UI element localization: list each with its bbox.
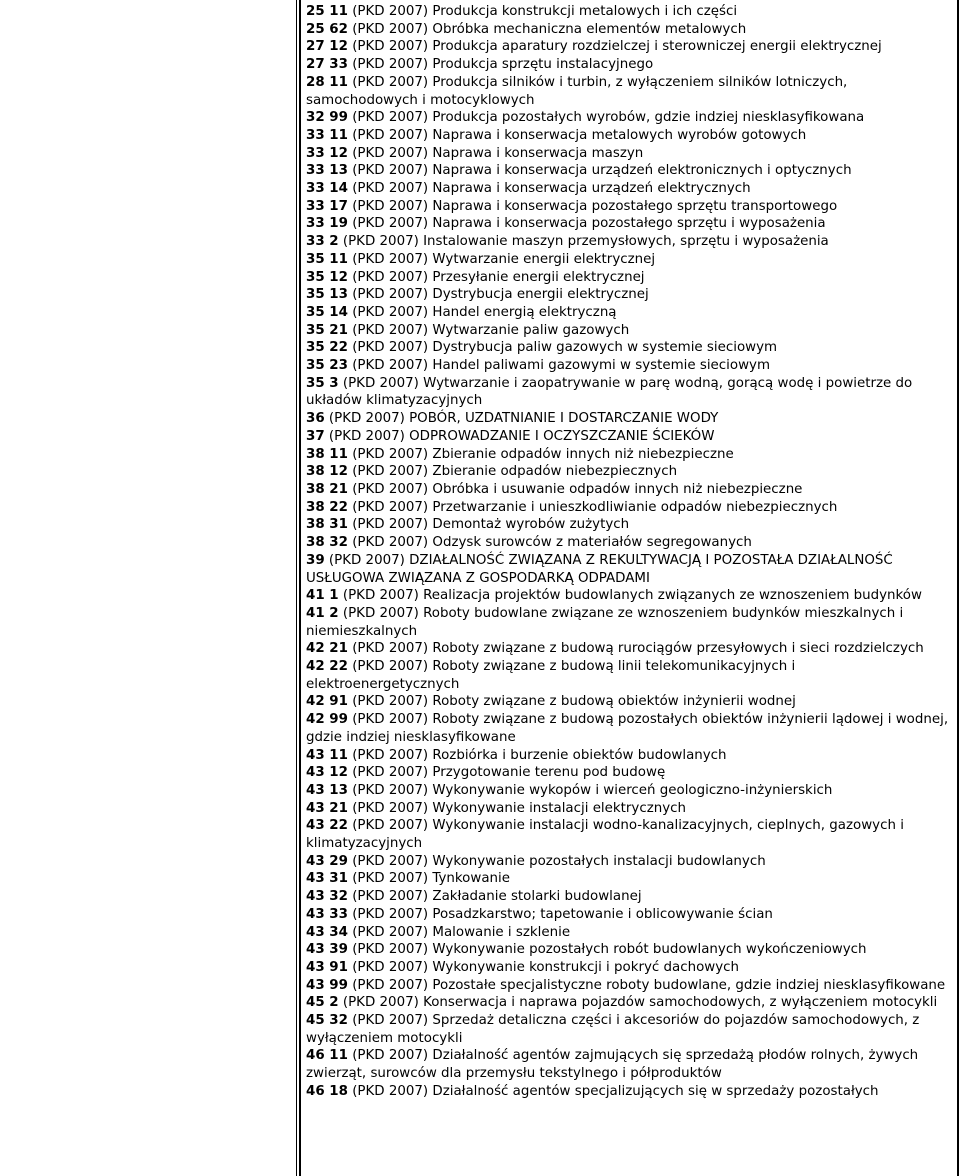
pkd-code: 35 21 [306,322,348,338]
pkd-description: (PKD 2007) Handel paliwami gazowymi w systemie sieciowym [347,358,770,374]
pkd-description: (PKD 2007) Roboty związane z budową rurociągów przesyłowych i sieci rozdzielczych [347,641,924,657]
pkd-description: (PKD 2007) Produkcja pozostałych wyrobów, gdzie indziej niesklasyfikowana [347,110,865,126]
pkd-entry [306,782,952,800]
pkd-code: 45 32 [306,1013,348,1029]
pkd-code: 36 [306,411,325,427]
pkd-entry [306,251,952,269]
pkd-description: (PKD 2007) Konserwacja i naprawa pojazdów samochodowych, z wyłączeniem motocykli [338,995,938,1011]
pkd-code: 33 2 [306,234,339,250]
pkd-entry [306,198,952,216]
pkd-code: 43 29 [306,853,348,869]
pkd-code: 43 11 [306,747,348,763]
pkd-entry [306,304,952,322]
pkd-entry [306,977,952,995]
pkd-code: 35 23 [306,358,348,374]
pkd-description: (PKD 2007) Działalność agentów zajmujących się sprzedażą płodów rolnych, żywych zwierząt, surowców dla przemysłu tekstylnego i półproduktów [306,1048,919,1082]
pkd-entry [306,658,952,693]
pkd-description: (PKD 2007) Produkcja konstrukcji metalowych i ich części [347,4,738,19]
pkd-entry [306,109,952,127]
pkd-entry [306,233,952,251]
pkd-entry [306,906,952,924]
pkd-code: 27 12 [306,39,348,55]
pkd-entry [306,127,952,145]
pkd-code: 46 18 [306,1083,348,1099]
pkd-code: 43 13 [306,782,348,798]
pkd-entry [306,1083,952,1101]
pkd-entry [306,1047,952,1082]
pkd-entry [306,463,952,481]
pkd-code: 41 1 [306,588,339,604]
pkd-description: (PKD 2007) Wykonywanie instalacji elektrycznych [347,800,686,816]
pkd-entry [306,357,952,375]
pkd-description: (PKD 2007) Zbieranie odpadów niebezpiecznych [347,464,678,480]
pkd-code: 43 12 [306,765,348,781]
pkd-entry [306,3,952,21]
pkd-description: (PKD 2007) ODPROWADZANIE I OCZYSZCZANIE ŚCIEKÓW [324,428,715,444]
pkd-entry [306,747,952,765]
pkd-entry [306,516,952,534]
pkd-description: (PKD 2007) Obróbka mechaniczna elementów metalowych [347,21,747,37]
pkd-code: 42 99 [306,712,348,728]
pkd-entry [306,605,952,640]
pkd-description: (PKD 2007) Naprawa i konserwacja urządzeń elektronicznych i optycznych [347,163,852,179]
pkd-description: (PKD 2007) Przesyłanie energii elektrycznej [347,269,645,285]
pkd-entry [306,1012,952,1047]
pkd-code: 43 34 [306,924,348,940]
pkd-code: 43 99 [306,977,348,993]
pkd-description: (PKD 2007) Instalowanie maszyn przemysłowych, sprzętu i wyposażenia [338,234,829,250]
pkd-description: (PKD 2007) Roboty związane z budową pozostałych obiektów inżynierii lądowej i wodnej, gdzie indziej niesklasyfikowane [306,712,949,745]
pkd-description: (PKD 2007) Roboty budowlane związane ze wznoszeniem budynków mieszkalnych i niemieszkalnych [306,605,904,639]
table-column-divider [299,0,301,1176]
pkd-entry [306,959,952,977]
pkd-entry [306,888,952,906]
pkd-code: 35 3 [306,375,339,391]
pkd-code: 35 14 [306,304,348,320]
pkd-code: 38 22 [306,499,348,515]
pkd-entry [306,870,952,888]
pkd-code: 39 [306,552,325,568]
pkd-entry [306,499,952,517]
pkd-description: (PKD 2007) Wykonywanie wykopów i wierceń geologiczno-inżynierskich [347,782,833,798]
pkd-description: (PKD 2007) Wykonywanie pozostałych instalacji budowlanych [347,853,766,869]
pkd-code: 43 91 [306,959,348,975]
pkd-entry [306,145,952,163]
pkd-code: 33 19 [306,216,348,232]
pkd-description: (PKD 2007) Posadzkarstwo; tapetowanie i oblicowywanie ścian [347,906,773,922]
pkd-entry [306,74,952,109]
pkd-description: (PKD 2007) Produkcja aparatury rozdzielczej i sterowniczej energii elektrycznej [347,39,882,55]
pkd-code: 33 13 [306,163,348,179]
pkd-description: (PKD 2007) Naprawa i konserwacja pozostałego sprzętu i wyposażenia [347,216,826,232]
pkd-description: (PKD 2007) Malowanie i szklenie [347,924,571,940]
pkd-description: (PKD 2007) Naprawa i konserwacja pozostałego sprzętu transportowego [347,198,838,214]
pkd-code: 42 21 [306,641,348,657]
pkd-entry [306,587,952,605]
pkd-code: 33 17 [306,198,348,214]
pkd-description: (PKD 2007) Zakładanie stolarki budowlanej [347,889,642,905]
pkd-entry [306,994,952,1012]
pkd-entry [306,410,952,428]
pkd-description: (PKD 2007) Roboty związane z budową obiektów inżynierii wodnej [347,694,796,710]
pkd-description: (PKD 2007) Działalność agentów specjalizujących się w sprzedaży pozostałych [347,1083,879,1099]
pkd-description: (PKD 2007) Wykonywanie instalacji wodno-kanalizacyjnych, cieplnych, gazowych i klimatyzacyjnych [306,818,904,852]
pkd-code: 35 13 [306,287,348,303]
pkd-description: (PKD 2007) Przygotowanie terenu pod budowę [347,765,666,781]
pkd-entry [306,552,952,587]
pkd-description: (PKD 2007) Naprawa i konserwacja urządzeń elektrycznych [347,181,751,197]
pkd-entry [306,534,952,552]
pkd-code: 25 62 [306,21,348,37]
pkd-description: (PKD 2007) Przetwarzanie i unieszkodliwianie odpadów niebezpiecznych [347,499,838,515]
pkd-code: 37 [306,428,325,444]
pkd-code: 32 99 [306,110,348,126]
pkd-code: 43 22 [306,818,348,834]
pkd-entry [306,800,952,818]
pkd-code: 45 2 [306,995,339,1011]
pkd-description: (PKD 2007) Wytwarzanie energii elektrycznej [347,251,656,267]
pkd-code: 46 11 [306,1048,348,1064]
pkd-code: 25 11 [306,4,348,19]
pkd-description: (PKD 2007) Sprzedaż detaliczna części i akcesoriów do pojazdów samochodowych, z wyłączeniem motocykli [306,1013,920,1046]
pkd-code: 35 12 [306,269,348,285]
pkd-entry [306,446,952,464]
pkd-code: 43 21 [306,800,348,816]
pkd-entry [306,269,952,287]
pkd-code: 43 39 [306,942,348,958]
pkd-entry [306,286,952,304]
pkd-code: 28 11 [306,74,348,90]
pkd-entry [306,941,952,959]
pkd-description: (PKD 2007) POBÓR, UZDATNIANIE I DOSTARCZANIE WODY [324,411,719,427]
pkd-description: (PKD 2007) Naprawa i konserwacja metalowych wyrobów gotowych [347,127,807,143]
pkd-description: (PKD 2007) Dystrybucja paliw gazowych w systemie sieciowym [347,340,778,356]
pkd-description: (PKD 2007) Pozostałe specjalistyczne roboty budowlane, gdzie indziej niesklasyfikowane [347,977,946,993]
pkd-code: 38 11 [306,446,348,462]
pkd-description: (PKD 2007) Zbieranie odpadów innych niż niebezpieczne [347,446,734,462]
pkd-entry [306,817,952,852]
pkd-code: 38 12 [306,464,348,480]
pkd-code: 42 22 [306,659,348,675]
pkd-description: (PKD 2007) DZIAŁALNOŚĆ ZWIĄZANA Z REKULTYWACJĄ I POZOSTAŁA DZIAŁALNOŚĆ USŁUGOWA ZWIĄZANA Z GOSPODARKĄ ODPADAMI [306,552,893,586]
pkd-description: (PKD 2007) Dystrybucja energii elektrycznej [347,287,649,303]
table-left-border [296,0,297,1176]
pkd-code: 41 2 [306,605,339,621]
pkd-description: (PKD 2007) Wykonywanie pozostałych robót budowlanych wykończeniowych [347,942,867,958]
pkd-code: 33 11 [306,127,348,143]
pkd-entry [306,56,952,74]
pkd-code: 38 31 [306,517,348,533]
pkd-entry [306,322,952,340]
pkd-code: 38 32 [306,535,348,551]
pkd-entry [306,180,952,198]
pkd-entry [306,38,952,56]
pkd-description: (PKD 2007) Roboty związane z budową linii telekomunikacyjnych i elektroenergetycznych [306,659,796,692]
pkd-code: 33 12 [306,145,348,161]
table-right-border [957,0,959,1176]
pkd-entry [306,428,952,446]
pkd-description: (PKD 2007) Wykonywanie konstrukcji i pokryć dachowych [347,959,740,975]
pkd-description: (PKD 2007) Realizacja projektów budowlanych związanych ze wznoszeniem budynków [338,588,922,604]
pkd-description: (PKD 2007) Tynkowanie [347,871,510,887]
pkd-description: (PKD 2007) Handel energią elektryczną [347,304,617,320]
pkd-description: (PKD 2007) Produkcja silników i turbin, z wyłączeniem silników lotniczych, samochodowych i motocyklowych [306,74,848,108]
pkd-entry [306,481,952,499]
pkd-description: (PKD 2007) Wytwarzanie paliw gazowych [347,322,630,338]
pkd-description: (PKD 2007) Rozbiórka i burzenie obiektów budowlanych [347,747,727,763]
pkd-entry [306,375,952,410]
pkd-description: (PKD 2007) Naprawa i konserwacja maszyn [347,145,644,161]
pkd-code: 42 91 [306,694,348,710]
pkd-entry [306,339,952,357]
pkd-entry-list [306,3,952,1101]
pkd-entry [306,853,952,871]
pkd-description: (PKD 2007) Odzysk surowców z materiałów segregowanych [347,535,752,551]
pkd-description: (PKD 2007) Wytwarzanie i zaopatrywanie w parę wodną, gorącą wodę i powietrze do układów klimatyzacyjnych [306,375,913,409]
pkd-code: 43 32 [306,889,348,905]
pkd-code: 33 14 [306,181,348,197]
pkd-description: (PKD 2007) Demontaż wyrobów zużytych [347,517,630,533]
pkd-entry [306,764,952,782]
pkd-code: 27 33 [306,57,348,73]
pkd-code: 35 22 [306,340,348,356]
pkd-entry [306,21,952,39]
pkd-entry [306,215,952,233]
pkd-description: (PKD 2007) Produkcja sprzętu instalacyjnego [347,57,654,73]
pkd-code: 43 31 [306,871,348,887]
pkd-description: (PKD 2007) Obróbka i usuwanie odpadów innych niż niebezpieczne [347,481,803,497]
pkd-code: 35 11 [306,251,348,267]
pkd-entry [306,162,952,180]
pkd-code: 38 21 [306,481,348,497]
pkd-entry [306,693,952,711]
pkd-entry [306,711,952,746]
pkd-code: 43 33 [306,906,348,922]
pkd-entry [306,640,952,658]
pkd-entry [306,924,952,942]
